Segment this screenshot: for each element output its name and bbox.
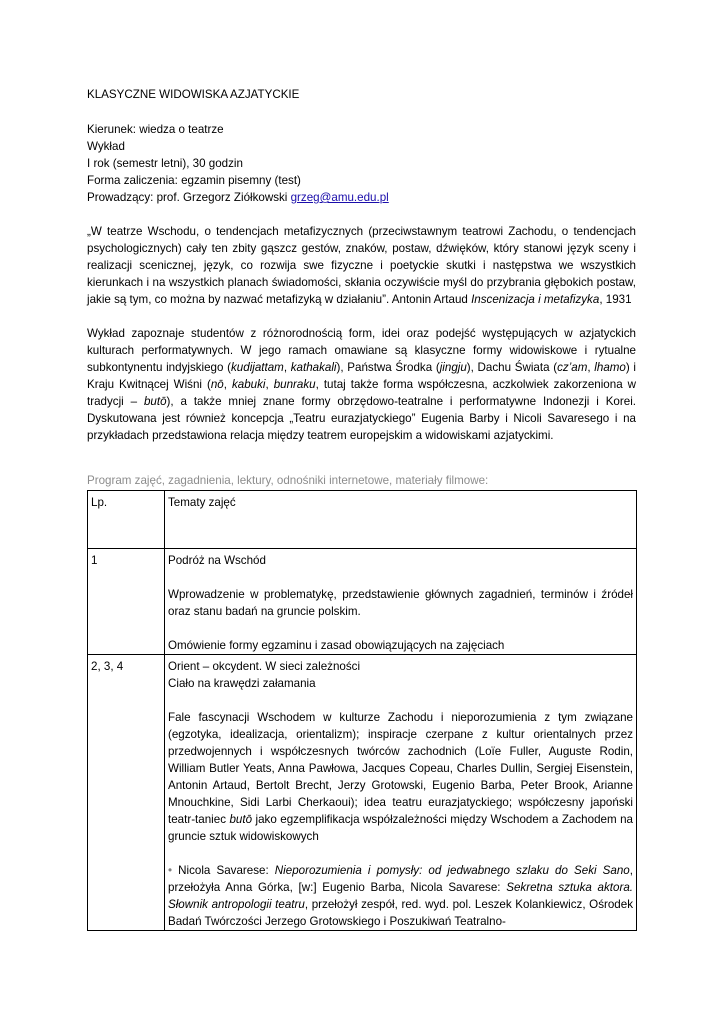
intro-text: , tutaj także forma współczesna, aczkolwiek zakorzeniona w tradycji –	[87, 378, 636, 408]
term-kathakali: kathakali	[290, 361, 337, 374]
document-title: KLASYCZNE WIDOWISKA AZJATYCKIE	[87, 88, 300, 101]
ref-title: Nieporozumienia i pomysły: od jedwabnego szlaku do Seki Sano	[274, 864, 630, 877]
meta-prowadzacy	[87, 189, 636, 206]
intro-sep: ,	[587, 361, 595, 374]
topic-description	[168, 709, 633, 845]
ref-book-title: Sekretna sztuka aktora. Słownik antropologii teatru	[168, 881, 633, 911]
intro-text: Wykład zapoznaje studentów z różnorodnością form, idei oraz podejść występujących w azjatyckich kulturach performatywnych. W jego ramach omawiane są klasyczne formy widowiskowe i rytualne subkontynentu indyjskiego (	[87, 327, 636, 374]
row-topics	[165, 655, 637, 931]
program-table	[87, 490, 637, 931]
header-lp: Lp.	[88, 491, 165, 549]
meta-forma: Wykład	[87, 140, 125, 153]
bullet-icon: •	[168, 864, 173, 877]
ref-text: , przełożyła Anna Górka, [w:] Eugenio Barba, Nicola Savarese:	[168, 864, 633, 894]
topic-description: Wprowadzenie w problematykę, przedstawienie głównych zagadnień, terminów i źródeł oraz stanu badań na gruncie polskim.	[168, 588, 633, 618]
email-link[interactable]: grzeg@amu.edu.pl	[290, 191, 389, 204]
row-topics	[165, 549, 637, 655]
header-topics: Tematy zajęć	[165, 491, 637, 549]
topic-subtitle: Ciało na krawędzi załamania	[168, 677, 316, 690]
topic-title: Orient – okcydent. W sieci zależności	[168, 660, 361, 673]
intro-sep: ,	[283, 361, 291, 374]
intro-paragraph	[87, 325, 636, 444]
term-kudijattam: kudijattam	[231, 361, 284, 374]
reading-reference	[168, 862, 633, 930]
quote-text: „W teatrze Wschodu, o tendencjach metafizycznych (przeciwstawnym teatrowi Zachodu, o tendencjach psychologicznych) cały ten zbity gąszcz gestów, znaków, postaw, dźwięków, który stanowi język sceny i realizacji scenicznej, język, co rozwija swe fizyczne i poetyckie skutki i następstwa we wszystkich kierunkach i na wszystkich planach świadomości, skłania oczywiście myśl do przybrania głębokich postaw, jakie są tym, co można by nazwać metafizyką w działaniu”. Antonin Artaud	[87, 225, 636, 306]
description-text: jako egzemplifikacja współzależności między Wschodem a Zachodem na gruncie sztuk widowiskowych	[168, 813, 634, 843]
meta-prowadzacy-label: Prowadzący: prof. Grzegorz Ziółkowski	[87, 191, 291, 204]
term-buto: butō	[229, 813, 253, 826]
term-czam: cz’am	[557, 361, 588, 374]
row-lp: 2, 3, 4	[88, 655, 165, 931]
table-row	[88, 655, 637, 931]
quote-source-title: Inscenizacja i metafizyka	[471, 293, 600, 306]
intro-text: ), Dachu Świata (	[466, 361, 558, 374]
intro-sep: ,	[265, 378, 274, 391]
term-buto: butō	[143, 395, 167, 408]
topic-title: Podróż na Wschód	[168, 554, 266, 567]
table-row	[88, 549, 637, 655]
meta-rok: I rok (semestr letni), 30 godzin	[87, 157, 243, 170]
ref-text: , przełożył zespół, red. wyd. pol. Leszek Kolankiewicz, Ośrodek Badań Twórczości Jerzego Grotowskiego i Poszukiwań Teatralno-	[168, 898, 633, 928]
row-lp: 1	[88, 549, 165, 655]
term-bunraku: bunraku	[273, 378, 316, 391]
document-page	[87, 86, 636, 931]
program-caption: Program zajęć, zagadnienia, lektury, odnośniki internetowe, materiały filmowe:	[87, 474, 489, 487]
course-meta	[87, 121, 636, 206]
intro-text: ), Państwa Środka (	[336, 361, 440, 374]
meta-kierunek: Kierunek: wiedza o teatrze	[87, 123, 224, 136]
table-header-row	[88, 491, 637, 549]
term-kabuki: kabuki	[231, 378, 266, 391]
term-no: nō	[210, 378, 224, 391]
intro-text: ) i Kraju Kwitnącej Wiśni (	[87, 361, 636, 391]
intro-sep: ,	[223, 378, 232, 391]
topic-note: Omówienie formy egzaminu i zasad obowiązujących na zajęciach	[168, 639, 505, 652]
ref-author: Nicola Savarese:	[172, 864, 275, 877]
description-text: Fale fascynacji Wschodem w kulturze Zachodu i nieporozumienia z tym związane (egzotyka, idealizacja, orientalizm); inspiracje czerpane z kultur orientalnych przez przedwojennych i współczesnych twórców zachodnich (Loïe Fuller, Auguste Rodin, William Butler Yeats, Anna Pawłowa, Jacques Copeau, Charles Dullin, Sergiej Eisenstein, Antonin Artaud, Bertolt Brecht, Jerzy Grotowski, Eugenio Barba, Peter Brook, Arianne Mnouchkine, Sidi Larbi Cherkaoui); idea teatru eurazjatyckiego; współczesny japoński teatr-taniec	[168, 711, 633, 826]
term-lhamo: lhamo	[594, 361, 626, 374]
intro-text: ), a także mniej znane formy obrzędowo-teatralne i performatywne Indonezji i Korei. Dyskutowana jest również koncepcja „Teatru eurazjatyckiego” Eugenia Barby i Nicoli Savaresego i na przykładach przedstawiona relacja między teatrem europejskim a widowiskami azjatyckimi.	[87, 395, 636, 442]
quote-year: , 1931	[599, 293, 632, 306]
artaud-quote	[87, 223, 636, 308]
meta-zaliczenie: Forma zaliczenia: egzamin pisemny (test)	[87, 174, 301, 187]
term-jingju: jingju	[439, 361, 467, 374]
